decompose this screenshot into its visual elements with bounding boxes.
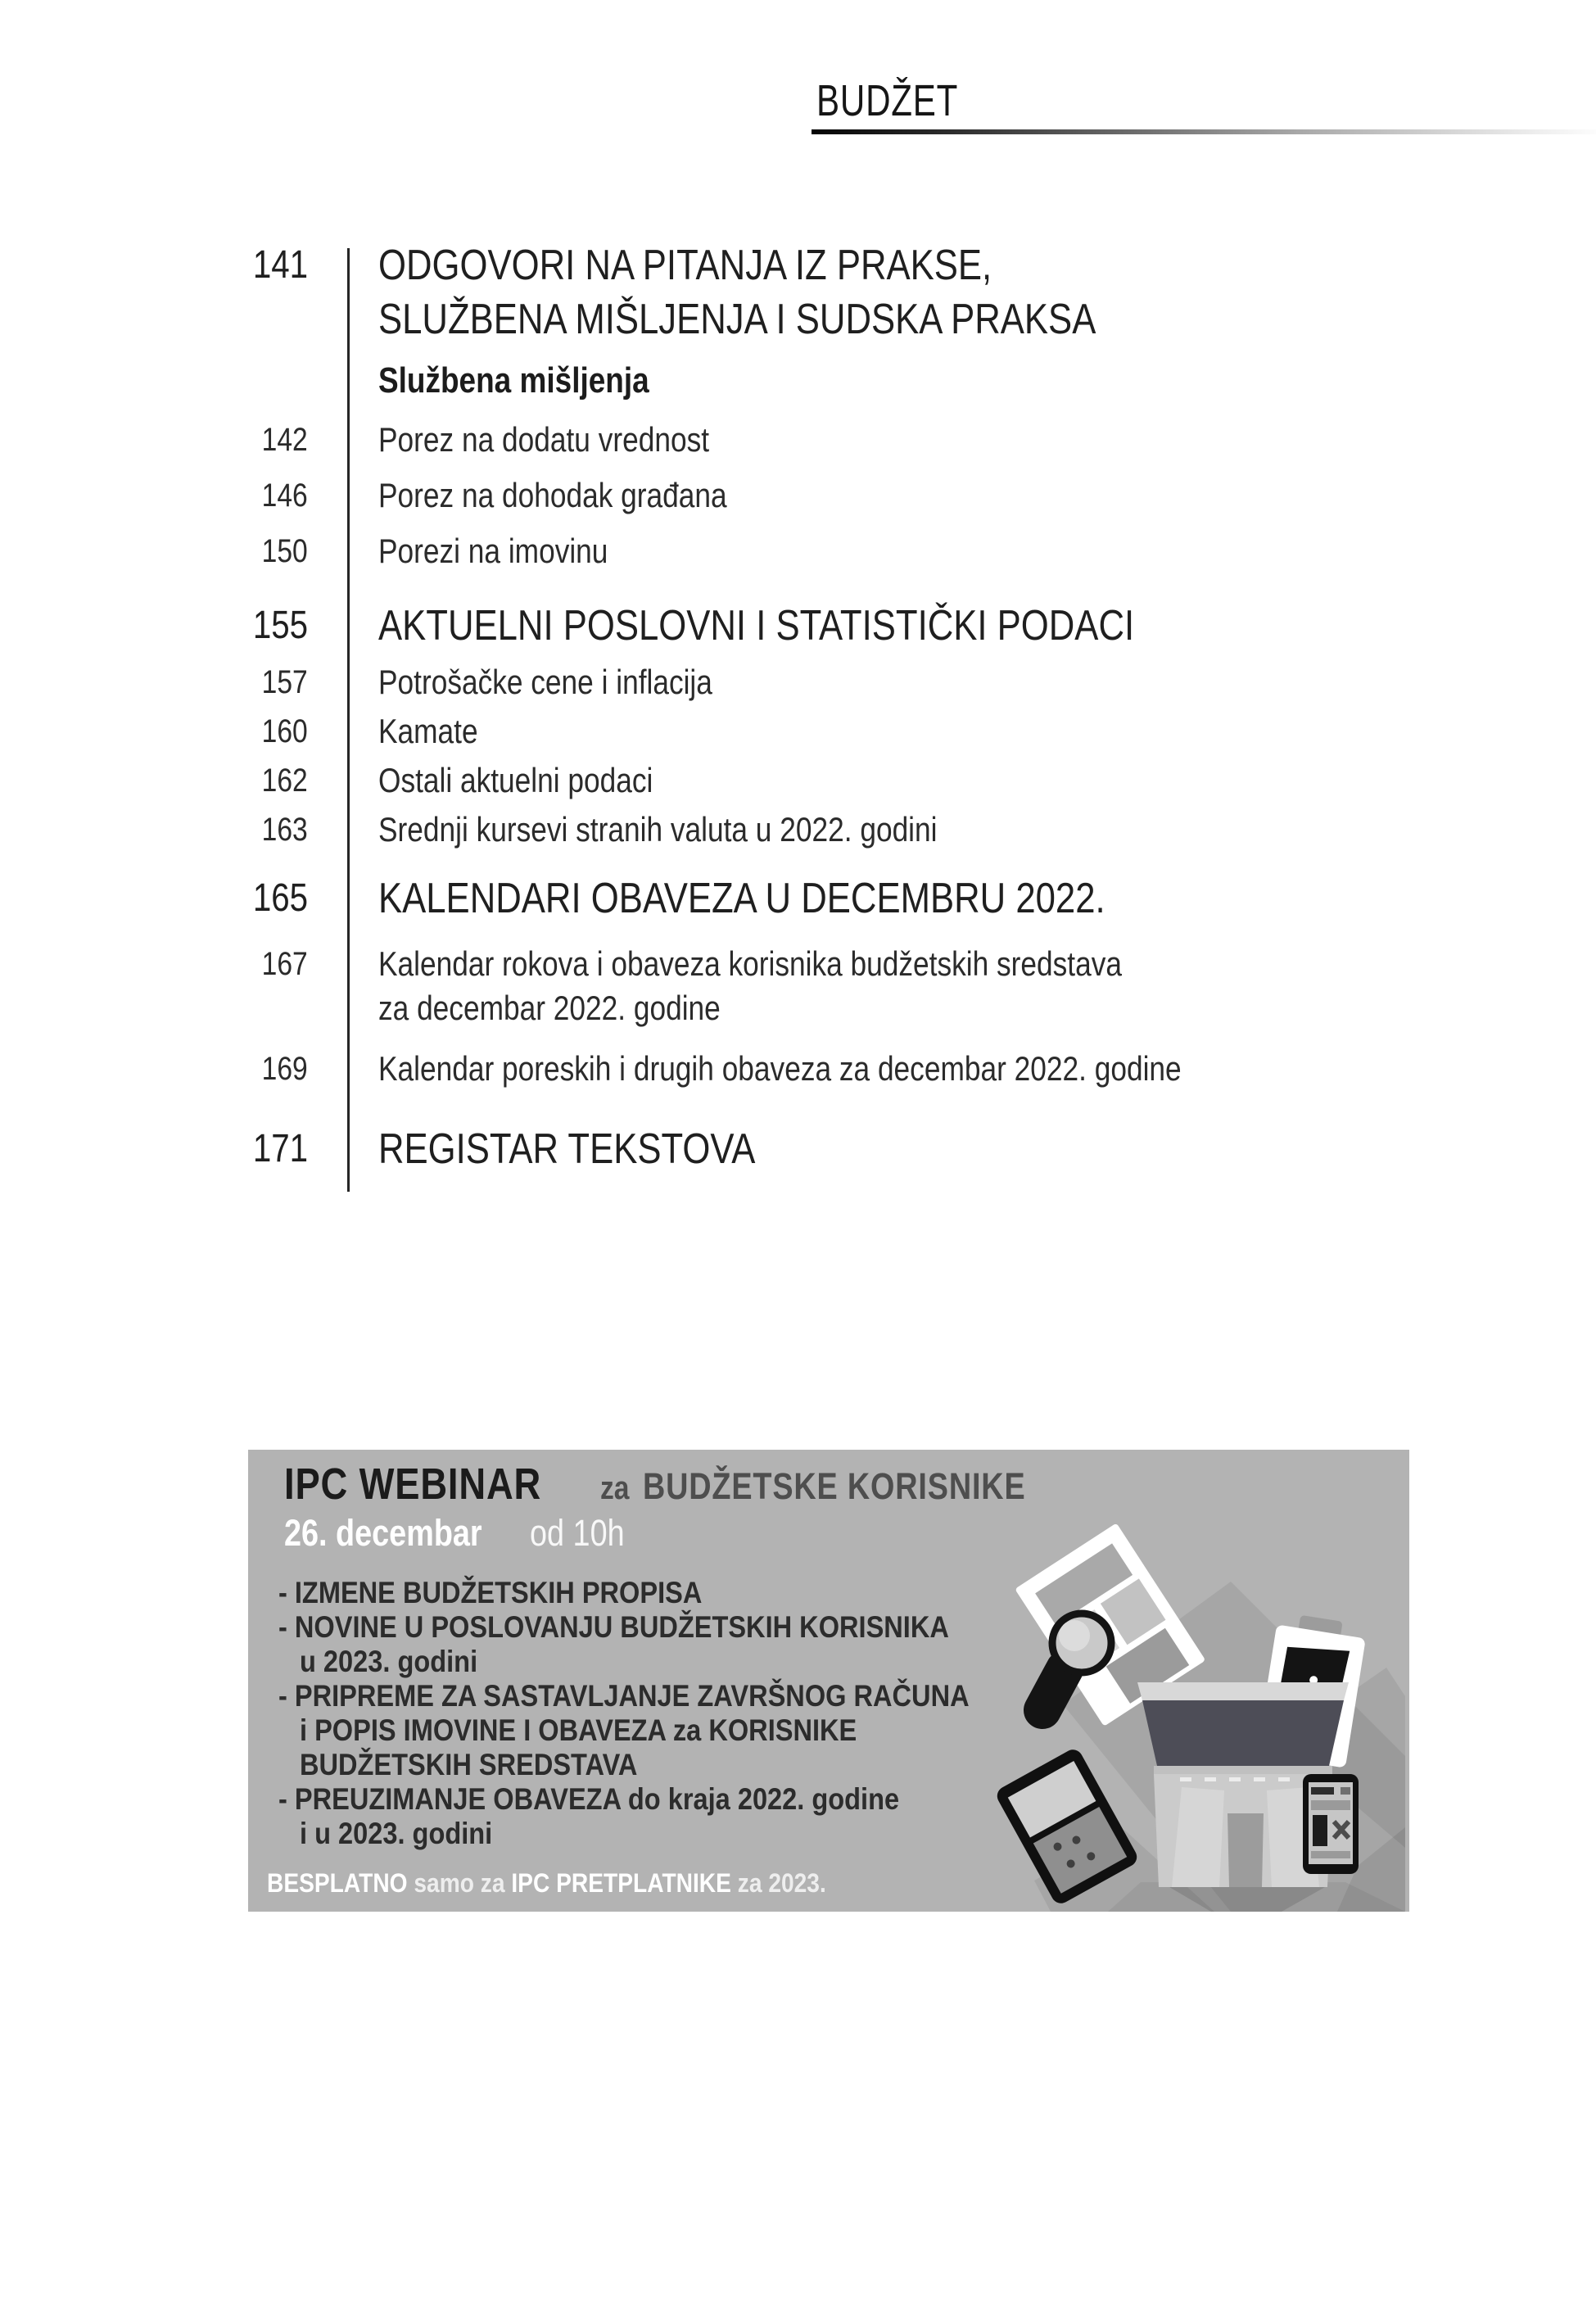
toc-entry-title <box>378 942 1264 1030</box>
smartphone-icon <box>1303 1774 1359 1874</box>
toc-entry-line: Službena mišljenja <box>378 360 649 401</box>
banner-footer-note <box>267 1867 902 1899</box>
toc-entry-title <box>378 1122 827 1176</box>
banner-topic-continuation <box>278 1645 1064 1679</box>
toc-page-number: 163 <box>261 812 308 848</box>
toc-entry-title <box>378 418 772 462</box>
toc-page-number: 155 <box>252 604 308 647</box>
toc-entry-title <box>378 1047 1334 1091</box>
toc-entry-line: REGISTAR TEKSTOVA <box>378 1125 756 1173</box>
banner-footer-segment: samo za <box>414 1868 512 1898</box>
toc-entry-line: Porezi na imovinu <box>378 532 608 570</box>
banner-title-audience: BUDŽETSKE KORISNIKE <box>643 1465 1026 1507</box>
banner-topic-text: u 2023. godini <box>300 1645 478 1678</box>
banner-title-main: IPC WEBINAR <box>284 1460 542 1509</box>
toc-page-number: 171 <box>252 1127 308 1170</box>
banner-topic-continuation <box>278 1817 1064 1851</box>
toc-page-number: 167 <box>261 946 308 982</box>
banner-date-day: 26. decembar <box>284 1512 482 1554</box>
toc-entry-title <box>378 758 705 803</box>
banner-topic-text: BUDŽETSKIH SREDSTAVA <box>300 1748 638 1781</box>
toc-entry-title <box>378 709 497 754</box>
toc-page-number: 141 <box>252 243 308 287</box>
banner-topic-continuation <box>278 1748 1064 1782</box>
toc-entry-title <box>378 238 1232 346</box>
toc-entry-line: Kamate <box>378 712 478 750</box>
toc-entry-line: za decembar 2022. godine <box>378 989 721 1027</box>
page-title: BUDŽET <box>816 76 959 125</box>
toc-entry-title <box>378 599 1278 653</box>
toc-entry-title <box>378 529 652 573</box>
toc-page-number: 150 <box>261 533 308 569</box>
banner-footer-segment: IPC PRETPLATNIKE <box>511 1868 738 1898</box>
toc-entry-title <box>378 473 793 518</box>
toc-entry-line: Kalendar rokova i obaveza korisnika budžetskih sredstava <box>378 944 1122 983</box>
banner-title-connector: za <box>600 1470 630 1506</box>
toc-entry-line: AKTUELNI POSLOVNI I STATISTIČKI PODACI <box>378 602 1135 650</box>
toc-page-number: 169 <box>261 1051 308 1087</box>
toc-entry-line: Porez na dodatu vrednost <box>378 420 710 459</box>
toc-page-number: 142 <box>261 422 308 458</box>
toc-page-number: 146 <box>261 478 308 514</box>
banner-topic-text: - PREUZIMANJE OBAVEZA do kraja 2022. godine <box>278 1782 900 1816</box>
toc-entry-title <box>378 359 701 403</box>
banner-topic-text: - IZMENE BUDŽETSKIH PROPISA <box>278 1576 703 1609</box>
webinar-banner[interactable] <box>248 1450 1409 1912</box>
banner-title <box>284 1460 1099 1509</box>
banner-date-time: od 10h <box>529 1512 625 1554</box>
toc-page-number <box>147 359 308 373</box>
toc-page-number: 160 <box>261 713 308 749</box>
banner-footer-segment: za 2023. <box>737 1868 826 1898</box>
toc-page-number: 165 <box>252 876 308 920</box>
toc-page-number: 157 <box>261 664 308 700</box>
toc-entry-title <box>378 808 1043 852</box>
toc-entry-line: SLUŽBENA MIŠLJENJA I SUDSKA PRAKSA <box>378 296 1096 343</box>
header-divider <box>812 129 1596 134</box>
banner-date <box>284 1512 642 1555</box>
banner-topic-text: i POPIS IMOVINE I OBAVEZA za KORISNIKE <box>300 1713 857 1747</box>
toc-entry-title <box>378 871 1244 926</box>
banner-topic-item <box>278 1679 1064 1713</box>
toc-entry-line: Porez na dohodak građana <box>378 476 727 514</box>
banner-topic-continuation <box>278 1713 1064 1748</box>
banner-topic-item <box>278 1782 1064 1817</box>
toc-entry-line: Srednji kursevi stranih valuta u 2022. godini <box>378 810 938 849</box>
banner-topic-text: i u 2023. godini <box>300 1817 493 1850</box>
toc-entry-line: Potrošačke cene i inflacija <box>378 663 712 701</box>
banner-topic-item <box>278 1576 1064 1610</box>
toc-entry-title <box>378 660 776 704</box>
toc-entry-line: Kalendar poreskih i drugih obaveza za decembar 2022. godine <box>378 1049 1182 1088</box>
desk-illustration <box>985 1496 1405 1912</box>
toc-entry-line: ODGOVORI NA PITANJA IZ PRAKSE, <box>378 242 992 289</box>
banner-topic-list <box>278 1576 1064 1851</box>
banner-footer-segment: BESPLATNO <box>267 1868 414 1898</box>
toc-entry-line: KALENDARI OBAVEZA U DECEMBRU 2022. <box>378 875 1105 922</box>
toc-page-number: 162 <box>261 763 308 799</box>
banner-footer-text <box>267 1867 826 1899</box>
toc-entry-line: Ostali aktuelni podaci <box>378 761 653 799</box>
banner-topic-text: - PRIPREME ZA SASTAVLJANJE ZAVRŠNOG RAČUNA <box>278 1679 970 1713</box>
banner-topic-item <box>278 1610 1064 1645</box>
toc-vertical-rule <box>347 248 350 1192</box>
banner-topic-text: - NOVINE U POSLOVANJU BUDŽETSKIH KORISNIKA <box>278 1610 949 1644</box>
